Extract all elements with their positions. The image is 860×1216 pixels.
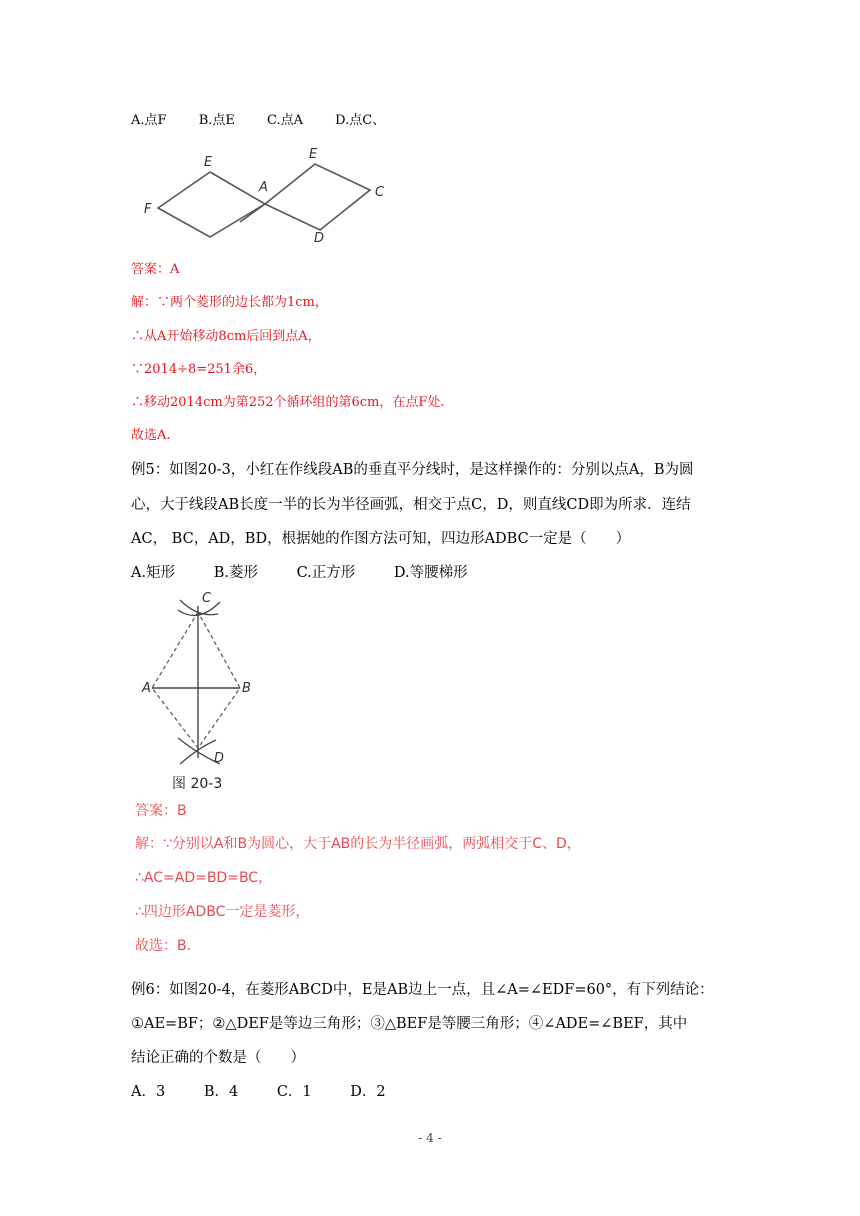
label-c: C: [202, 591, 212, 606]
q5-options: [131, 564, 502, 582]
q5-solution-line-1: 解：∵分别以A和B为圆心，大于AB的长为半径画弧，两弧相交于C、D，: [135, 836, 581, 852]
q5-solution-line-4: 故选：B.: [135, 938, 192, 954]
q5-stem-line-3: AC， BC，AD，BD，根据她的作图方法可知，四边形ADBC一定是（ ）: [131, 531, 631, 547]
q6-stem-line-1: 例6：如图20-4，在菱形ABCD中，E是AB边上一点，且∠A=∠EDF=60°，有下列结论：: [131, 982, 714, 998]
q6-stem-line-2: ①AE=BF；②△DEF是等边三角形；③△BEF是等腰三角形；④∠ADE=∠BEF，其中: [131, 1016, 688, 1032]
rhombus-right: [265, 164, 370, 230]
two-rhombus-figure: [140, 142, 400, 252]
q6-option-a: A．3: [131, 1084, 166, 1100]
q5-answer: 答案：B: [135, 803, 187, 819]
q4-solution-line-4: ∴移动2014cm为第252个循环组的第6cm，在点F处.: [131, 395, 445, 410]
q4-solution-line-2: ∴从A开始移动8cm后回到点A，: [131, 329, 321, 344]
q6-option-c: C．1: [276, 1084, 312, 1100]
q6-stem-line-3: 结论正确的个数是（ ）: [131, 1050, 305, 1066]
label-c: C: [375, 185, 385, 200]
rhombus-left: [158, 172, 265, 237]
q6-option-d: D．2: [350, 1084, 386, 1100]
q5-stem-line-2: 心，大于线段AB长度一半的长为半径画弧，相交于点C，D，则直线CD即为所求．连结: [131, 497, 691, 513]
perpendicular-bisector-figure: [140, 588, 270, 768]
q6-option-b: B．4: [203, 1084, 239, 1100]
q4-conclusion: 故选A.: [131, 428, 171, 443]
q4-solution-line-1: 解：∵两个菱形的边长都为1cm，: [131, 295, 328, 310]
q4-option-d: D.点C、: [335, 113, 386, 128]
label-a: A: [142, 681, 151, 696]
arc-top-b: [180, 600, 218, 615]
q5-solution-line-3: ∴四边形ADBC一定是菱形，: [135, 904, 310, 920]
q6-options: [131, 1083, 420, 1101]
label-f: F: [144, 202, 152, 217]
q5-option-d: D.等腰梯形: [393, 565, 468, 581]
q4-solution-line-3: ∵2014÷8=251余6，: [131, 362, 267, 377]
label-a: A: [259, 180, 268, 195]
label-d: D: [314, 231, 325, 246]
q4-option-a: A.点F: [131, 113, 167, 128]
q5-option-a: A.矩形: [131, 565, 176, 581]
q4-answer: 答案：A: [131, 262, 180, 277]
q4-option-b: B.点E: [198, 113, 235, 128]
q4-options: [131, 113, 413, 129]
q5-solution-line-2: ∴AC=AD=BD=BC，: [135, 870, 273, 886]
q5-option-b: B.菱形: [213, 565, 258, 581]
label-e-right: E: [309, 147, 318, 162]
page-number: - 4 -: [418, 1131, 442, 1145]
q5-option-c: C.正方形: [296, 565, 356, 581]
label-b: B: [242, 681, 251, 696]
label-d: D: [214, 751, 225, 766]
figure-caption: 图 20-3: [172, 776, 223, 792]
q4-option-c: C.点A: [267, 113, 304, 128]
label-e-left: E: [204, 155, 213, 170]
q5-stem-line-1: 例5：如图20-3，小红在作线段AB的垂直平分线时，是这样操作的：分别以点A，B为圆: [131, 462, 694, 478]
quad-adbc: [152, 612, 240, 748]
